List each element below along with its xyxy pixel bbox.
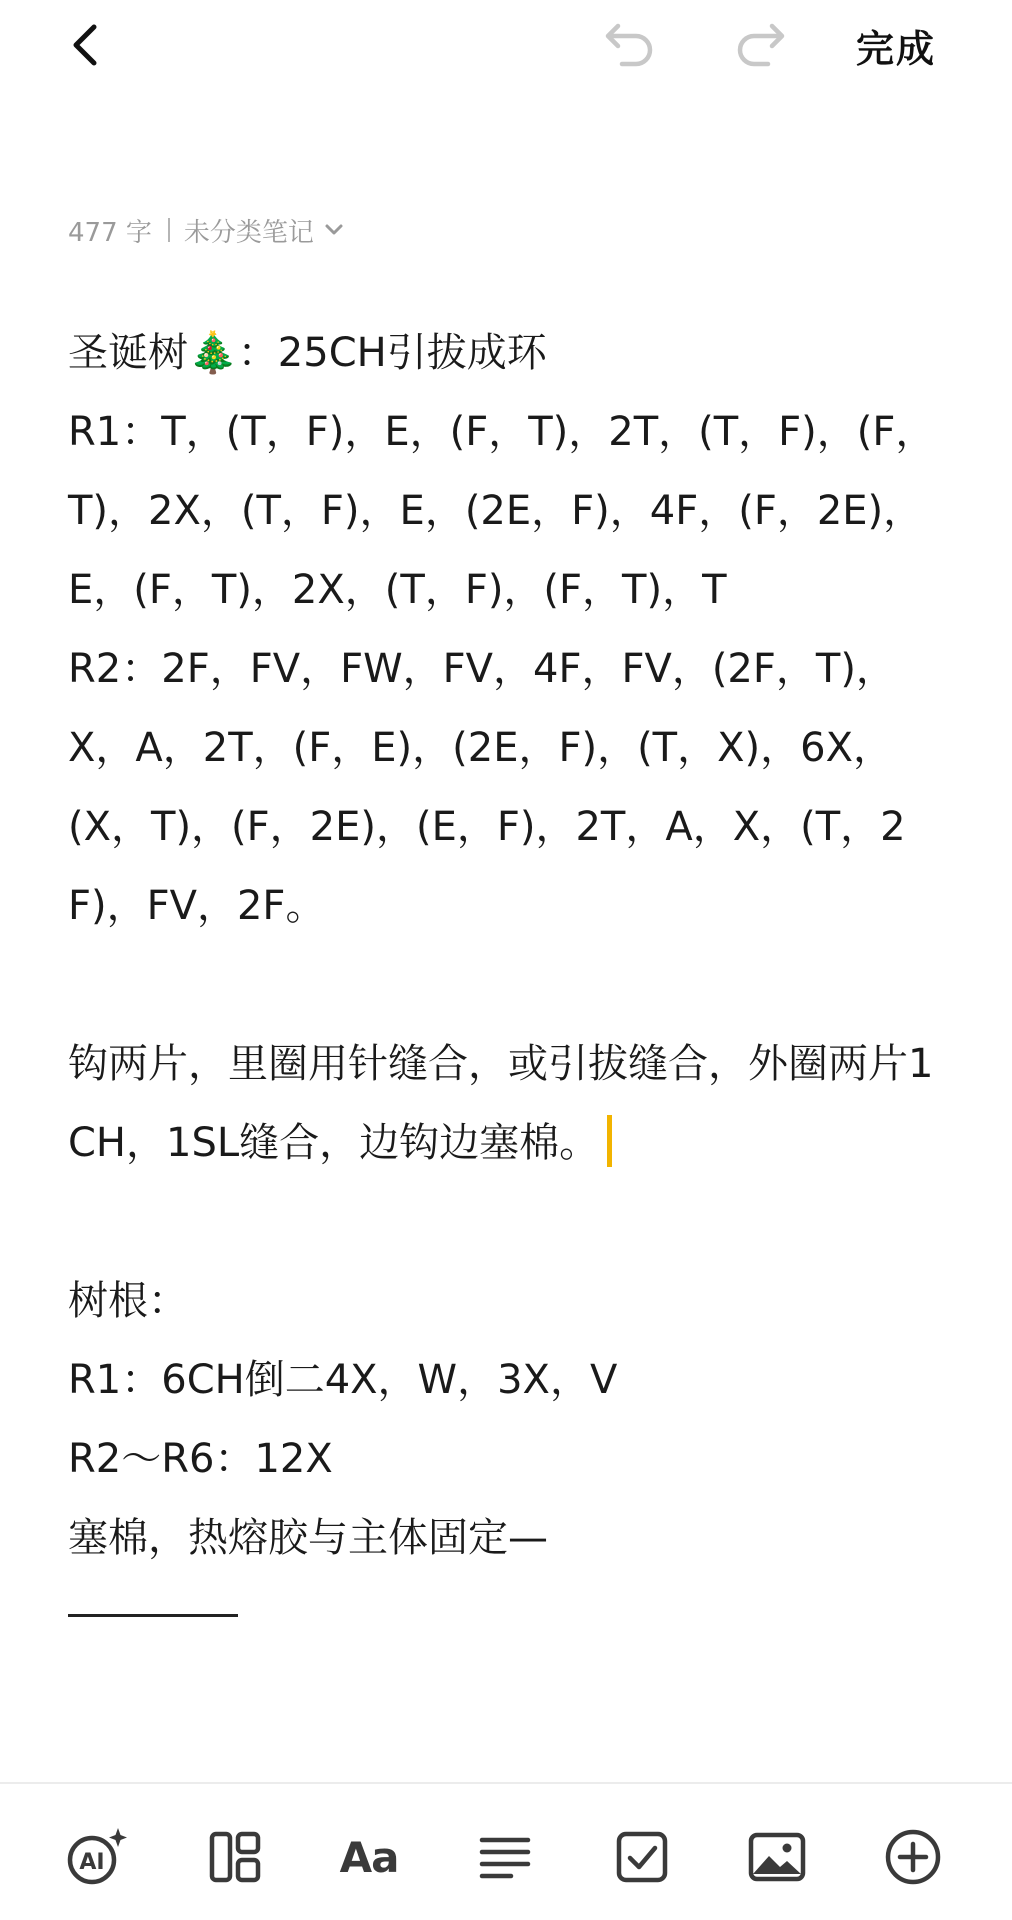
note-body[interactable] [68, 314, 948, 1617]
note-line-title: 圣诞树🎄：25CH引拔成环 [68, 330, 547, 376]
note-line-finish: 塞棉，热熔胶与主体固定— [68, 1515, 548, 1561]
done-button[interactable]: 完成 [856, 26, 937, 71]
word-count: 477 字 [68, 217, 152, 248]
note-line-root-title: 树根： [68, 1278, 188, 1324]
bottom-toolbar [0, 1782, 1012, 1920]
redo-button[interactable] [728, 14, 792, 74]
checkbox-icon [614, 1829, 670, 1885]
insert-image-button[interactable] [742, 1822, 812, 1892]
note-line-root-r2-r6: R2～R6：12X [68, 1436, 333, 1482]
ai-button[interactable] [62, 1822, 132, 1892]
redo-icon [732, 18, 788, 70]
horizontal-rule [68, 1614, 238, 1617]
blank-line [68, 1183, 948, 1262]
assembly-text: 钩两片，里圈用针缝合，或引拔缝合，外圈两片1CH，1SL缝合，边钩边塞棉。 [68, 1041, 934, 1166]
blank-line [68, 946, 948, 1025]
font-icon: Aa [339, 1832, 399, 1882]
note-line-r1: R1：T，(T，F)，E，(F，T)，2T，(T，F)，(F，T)，2X，(T，F)，E，(2E，F)，4F，(F，2E)，E，(F，T)，2X，(T，F)，(F，T)，T [68, 409, 936, 613]
chevron-down-icon [324, 223, 344, 237]
ai-icon [62, 1822, 132, 1892]
font-style-button[interactable] [334, 1822, 404, 1892]
meta-divider [168, 218, 170, 242]
note-line-root-r1: R1：6CH倒二4X，W，3X，V [68, 1357, 618, 1403]
checklist-button[interactable] [607, 1822, 677, 1892]
add-circle-icon [883, 1827, 943, 1887]
top-bar [0, 0, 1012, 90]
add-button[interactable] [878, 1822, 948, 1892]
note-line-assembly [68, 1025, 948, 1183]
note-line-r2: R2：2F，FV，FW，FV，4F，FV，(2F，T)，X，A，2T，(F，E)，(2E，F)，(T，X)，6X，(X，T)，(F，2E)，(E，F)，2T，A，X，(T，2F)，FV，2F。 [68, 646, 906, 929]
undo-button[interactable] [598, 14, 662, 74]
category-label: 未分类笔记 [183, 217, 314, 248]
chevron-left-icon [70, 23, 100, 67]
image-icon [747, 1830, 807, 1884]
undo-icon [602, 18, 658, 70]
layout-icon [207, 1829, 263, 1885]
align-icon [477, 1832, 533, 1882]
layout-button[interactable] [200, 1822, 270, 1892]
text-cursor [607, 1115, 612, 1167]
back-button[interactable] [62, 18, 108, 72]
align-button[interactable] [470, 1822, 540, 1892]
note-meta [68, 210, 344, 250]
svg-text:AI: AI [79, 1850, 105, 1875]
category-selector[interactable] [184, 212, 344, 249]
